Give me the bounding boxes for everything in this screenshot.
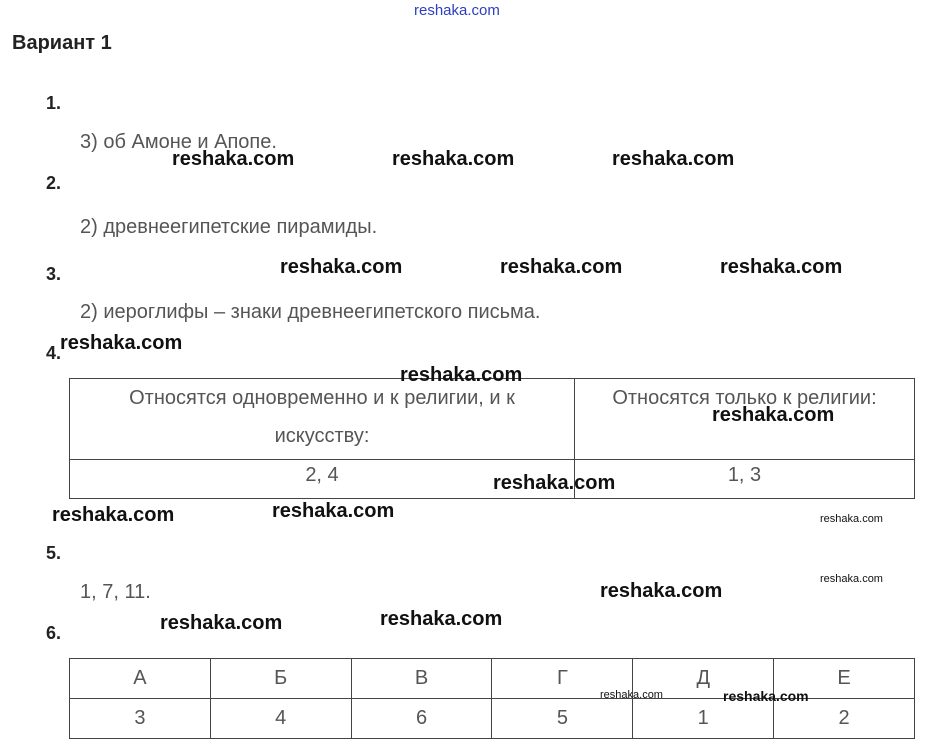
table4-value-both: 2, 4 [70,460,575,499]
table6-value: 5 [492,699,633,739]
table6-value: 4 [210,699,351,739]
table6-header: В [351,659,492,699]
watermark-small: reshaka.com [600,689,663,701]
answer-3: 2) иероглифы – знаки древнеегипетского письма. [80,301,541,323]
watermark: reshaka.com [280,256,403,278]
watermark-small: reshaka.com [820,513,883,525]
watermark: reshaka.com [600,580,723,602]
table6-header: А [70,659,211,699]
watermark: reshaka.com [52,504,175,526]
question-number-5: 5. [46,543,62,563]
answer-table-4 [69,378,915,499]
table4-header-both: Относятся одновременно и к религии, и к искусству: [70,379,575,460]
watermark: reshaka.com [380,608,503,630]
table6-value: 1 [633,699,774,739]
watermark-small: reshaka.com [820,573,883,585]
answer-5: 1, 7, 11. [80,581,151,603]
watermark: reshaka.com [160,612,283,634]
watermark: reshaka.com [720,256,843,278]
table4-value-religion: 1, 3 [575,460,915,499]
question-number-4: 4. [46,343,62,363]
watermark: reshaka.com [392,148,515,170]
question-number-3: 3. [46,264,62,284]
table6-header: Е [774,659,915,699]
watermark: reshaka.com [172,148,295,170]
variant-title: Вариант 1 [12,32,112,54]
table6-value: 3 [70,699,211,739]
question-number-2: 2. [46,173,62,193]
answer-1: 3) об Амоне и Апопе. [80,131,277,153]
watermark-small: reshaka.com [723,688,809,704]
question-number-6: 6. [46,623,62,643]
watermark: reshaka.com [493,472,616,494]
question-number-1: 1. [46,93,62,113]
watermark: reshaka.com [60,332,183,354]
table6-value: 2 [774,699,915,739]
site-header-link[interactable]: reshaka.com [414,2,500,19]
answer-2: 2) древнеегипетские пирамиды. [80,216,378,238]
table6-header: Д [633,659,774,699]
table6-header: Б [210,659,351,699]
watermark: reshaka.com [500,256,623,278]
watermark: reshaka.com [612,148,735,170]
table6-value: 6 [351,699,492,739]
table6-header: Г [492,659,633,699]
table4-header-religion: Относятся только к религии: [575,379,915,460]
watermark: reshaka.com [712,404,835,426]
watermark: reshaka.com [400,364,523,386]
watermark: reshaka.com [272,500,395,522]
